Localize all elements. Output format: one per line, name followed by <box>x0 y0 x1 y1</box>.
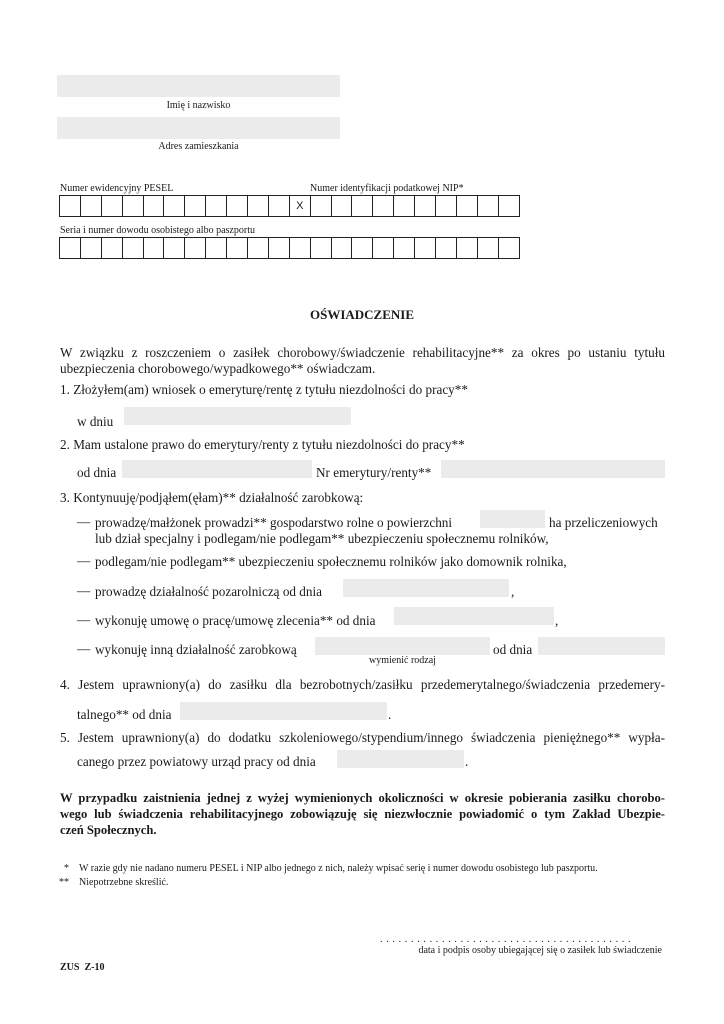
item-3d-date-field[interactable] <box>394 607 554 625</box>
item-5-line-1: 5. Jestem uprawniony(a) do dodatku szkoleniowego/stypendium/innego świadczenia pieniężnego** wypła- <box>60 730 665 745</box>
item-3a-line-2: lub dział specjalny i podlegam/nie podlegam** ubezpieczeniu społecznemu rolników, <box>95 531 549 546</box>
item-4-line-2: talnego** od dnia <box>77 707 172 722</box>
id-cell[interactable] <box>415 238 436 258</box>
address-caption: Adres zamieszkania <box>158 141 239 152</box>
item-4-line-1: 4. Jestem uprawniony(a) do zasiłku dla bezrobotnych/zasiłku przedemerytalnego/świadczenia przedemery- <box>60 677 665 692</box>
footnote-2-mark: ** <box>59 877 69 888</box>
item-5-period: . <box>465 754 469 769</box>
obligation-line-1: W przypadku zaistnienia jednej z wyżej wymienionych okoliczności w okresie pobierania zasiłku chorobo- <box>60 791 665 805</box>
footnote-1-text: W razie gdy nie nadano numeru PESEL i NIP albo jednego z nich, należy wpisać serię i numer dowodu osobistego lub paszportu. <box>79 863 598 874</box>
item-4-period: . <box>388 707 392 722</box>
nip-cell[interactable] <box>415 196 436 216</box>
id-cell[interactable] <box>81 238 102 258</box>
address-field[interactable] <box>57 117 340 139</box>
id-document-grid[interactable] <box>59 237 520 259</box>
item-3e-from-label: od dnia <box>493 642 533 657</box>
pesel-cell[interactable] <box>269 196 290 216</box>
item-1-date-field[interactable] <box>124 407 351 425</box>
item-3e-kind-field[interactable] <box>315 637 490 655</box>
dash-e: — <box>77 641 91 656</box>
pesel-cell[interactable] <box>81 196 102 216</box>
nip-cell[interactable] <box>457 196 478 216</box>
nip-label: Numer identyfikacji podatkowej NIP* <box>310 183 464 194</box>
item-1-date-label: w dniu <box>77 414 114 429</box>
intro-line-1: W związku z roszczeniem o zasiłek chorobowy/świadczenie rehabilitacyjne** za okres po ustaniu tytułu <box>60 345 665 360</box>
item-3e-text: wykonuję inną działalność zarobkową <box>95 642 297 657</box>
item-3c-date-field[interactable] <box>343 579 509 597</box>
id-cell[interactable] <box>164 238 185 258</box>
id-cell[interactable] <box>206 238 227 258</box>
obligation-line-2: wego lub świadczenia rehabilitacyjnego zobowiązuję się niezwłocznie powiadomić o tym Zakład Ubezpie- <box>60 807 665 821</box>
item-3d-comma: , <box>555 613 559 628</box>
pesel-cell[interactable] <box>206 196 227 216</box>
document-title: OŚWIADCZENIE <box>309 307 415 322</box>
pesel-cell[interactable] <box>123 196 144 216</box>
item-3a-unit: ha przeliczeniowych <box>549 515 658 530</box>
dash-b: — <box>77 553 91 568</box>
signature-line[interactable]: . . . . . . . . . . . . . . . . . . . . . . . . . . . . . . . . . . . . . . . . . <box>380 934 632 945</box>
item-5-date-field[interactable] <box>337 750 464 768</box>
pesel-cell[interactable] <box>60 196 81 216</box>
nip-cell[interactable] <box>394 196 415 216</box>
pesel-label: Numer ewidencyjny PESEL <box>60 183 174 194</box>
pesel-cell[interactable] <box>164 196 185 216</box>
id-cell[interactable] <box>394 238 415 258</box>
id-document-label: Seria i numer dowodu osobistego albo paszportu <box>60 225 255 236</box>
nip-cell[interactable] <box>499 196 520 216</box>
item-2-number-label: Nr emerytury/renty** <box>316 465 432 480</box>
dash-d: — <box>77 612 91 627</box>
item-3d-text: wykonuję umowę o pracę/umowę zlecenia** od dnia <box>95 613 376 628</box>
separator-cell: X <box>290 196 311 216</box>
footnote-1-mark: * <box>64 863 69 874</box>
pesel-cell[interactable] <box>227 196 248 216</box>
id-cell[interactable] <box>352 238 373 258</box>
dash-a: — <box>77 514 91 529</box>
id-cell[interactable] <box>436 238 457 258</box>
id-cell[interactable] <box>227 238 248 258</box>
pesel-cell[interactable] <box>248 196 269 216</box>
id-cell[interactable] <box>457 238 478 258</box>
nip-cell[interactable] <box>478 196 499 216</box>
signature-caption: data i podpis osoby ubiegającej się o zasiłek lub świadczenie <box>418 945 662 956</box>
item-2-date-field[interactable] <box>122 460 312 478</box>
item-5-line-2: canego przez powiatowy urząd pracy od dnia <box>77 754 316 769</box>
obligation-line-3: czeń Społecznych. <box>60 823 157 837</box>
id-cell[interactable] <box>499 238 520 258</box>
id-cell[interactable] <box>269 238 290 258</box>
item-1-text: 1. Złożyłem(am) wniosek o emeryturę/rentę z tytułu niezdolności do pracy** <box>60 382 468 397</box>
id-cell[interactable] <box>290 238 311 258</box>
item-2-from-label: od dnia <box>77 465 117 480</box>
farm-area-field[interactable] <box>480 510 545 528</box>
pesel-nip-grid[interactable] <box>59 195 520 217</box>
nip-cell[interactable] <box>352 196 373 216</box>
id-cell[interactable] <box>311 238 332 258</box>
id-cell[interactable] <box>123 238 144 258</box>
id-cell[interactable] <box>332 238 353 258</box>
item-3e-kind-caption: wymienić rodzaj <box>369 655 436 666</box>
pesel-cell[interactable] <box>144 196 165 216</box>
item-3c-comma: , <box>511 584 515 599</box>
id-cell[interactable] <box>102 238 123 258</box>
item-3e-date-field[interactable] <box>538 637 665 655</box>
id-cell[interactable] <box>185 238 206 258</box>
name-field[interactable] <box>57 75 340 97</box>
id-cell[interactable] <box>373 238 394 258</box>
footnote-2-text: Niepotrzebne skreślić. <box>79 877 169 888</box>
nip-cell[interactable] <box>373 196 394 216</box>
item-3c-text: prowadzę działalność pozarolniczą od dnia <box>95 584 323 599</box>
intro-line-2: ubezpieczenia chorobowego/wypadkowego** oświadczam. <box>60 361 376 376</box>
item-2-text: 2. Mam ustalone prawo do emerytury/renty z tytułu niezdolności do pracy** <box>60 437 465 452</box>
id-cell[interactable] <box>248 238 269 258</box>
pesel-cell[interactable] <box>102 196 123 216</box>
item-3a-line-1: prowadzę/małżonek prowadzi** gospodarstwo rolne o powierzchni <box>95 515 453 530</box>
name-caption: Imię i nazwisko <box>166 100 231 111</box>
id-cell[interactable] <box>478 238 499 258</box>
item-4-date-field[interactable] <box>180 702 387 720</box>
id-cell[interactable] <box>144 238 165 258</box>
item-3b-text: podlegam/nie podlegam** ubezpieczeniu społecznemu rolników jako domownik rolnika, <box>95 554 567 569</box>
nip-cell[interactable] <box>436 196 457 216</box>
item-3-text: 3. Kontynuuję/podjąłem(ęłam)** działalność zarobkową: <box>60 490 364 505</box>
id-cell[interactable] <box>60 238 81 258</box>
pesel-cell[interactable] <box>185 196 206 216</box>
item-2-number-field[interactable] <box>441 460 665 478</box>
form-code: ZUS Z-10 <box>60 962 105 973</box>
dash-c: — <box>77 583 91 598</box>
nip-cell[interactable] <box>332 196 353 216</box>
nip-cell[interactable] <box>311 196 332 216</box>
